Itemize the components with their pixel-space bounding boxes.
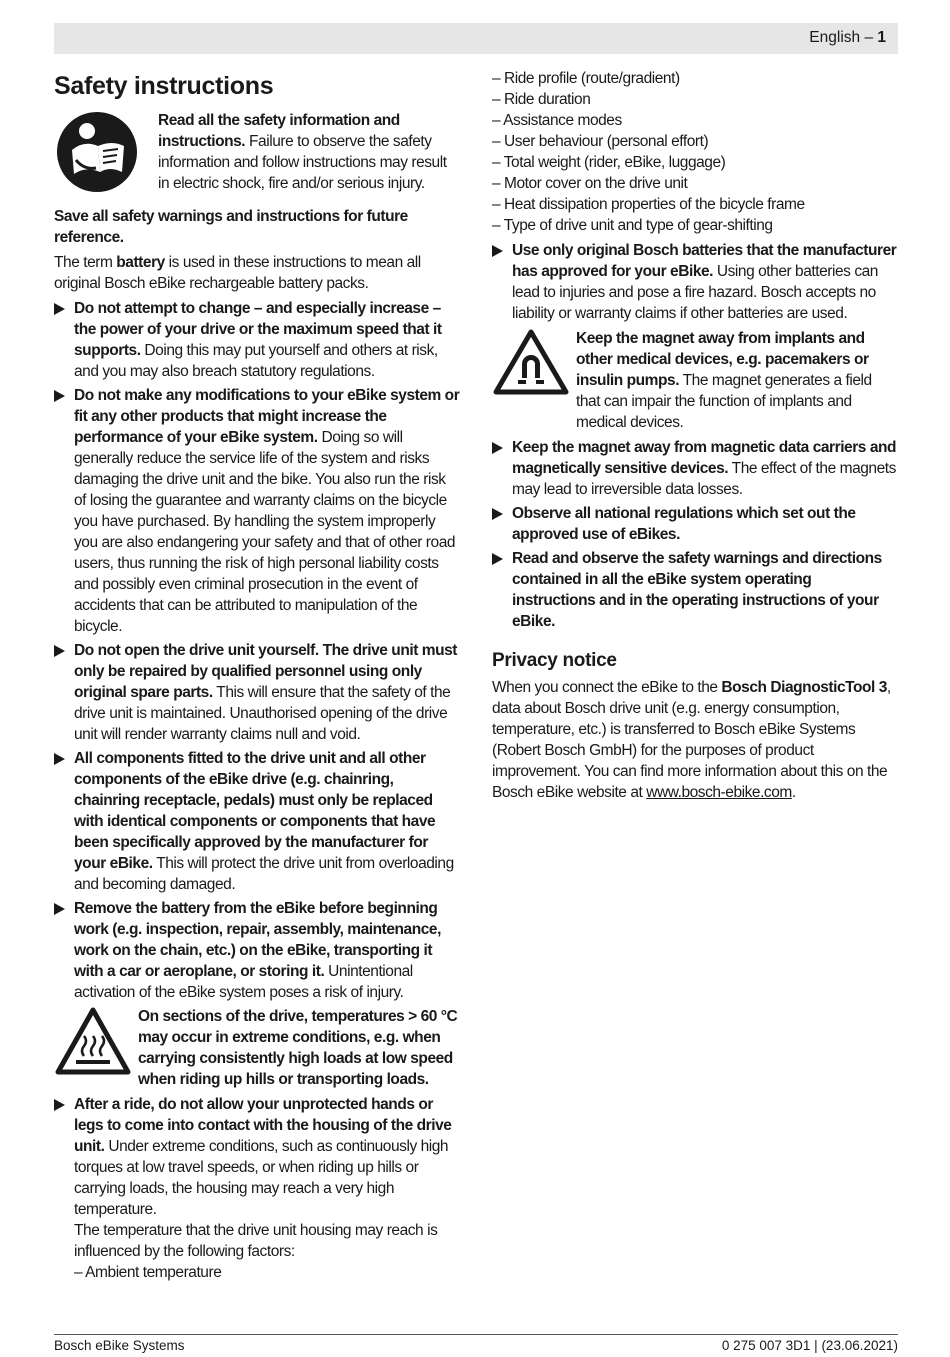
header-bar bbox=[54, 23, 898, 54]
bullet-text: The effect of the magnets may lead to irreversible data losses. bbox=[512, 460, 896, 498]
hot-surface-text bbox=[138, 1006, 460, 1090]
read-all-bold: Read all the safety information and instructions. bbox=[158, 112, 400, 150]
bullet-bold: Use only original Bosch batteries that the manufacturer has approved for your eBike. bbox=[512, 242, 897, 280]
bullet-bold: Keep the magnet away from magnetic data carriers and magnetically sensitive devices. bbox=[512, 439, 897, 477]
bullet-text: This will protect the drive unit from overloading and becoming damaged. bbox=[74, 855, 454, 893]
bullet-arrow-icon bbox=[54, 645, 65, 657]
magnet-block bbox=[492, 328, 898, 433]
bullet-bold: Observe all national regulations which set out the approved use of eBikes. bbox=[512, 505, 856, 543]
read-all-body: Failure to observe the safety information and follow instructions may result in electric shock, fire and/or serious injury. bbox=[158, 133, 447, 192]
left-column bbox=[54, 70, 460, 1286]
battery-term-post: is used in these instructions to mean all original Bosch eBike rechargeable battery packs. bbox=[54, 254, 421, 292]
bullet-bold: Remove the battery from the eBike before beginning work (e.g. inspection, repair, assembly, maintenance, work on the chain, etc.) on the eBike, transporting it with a car or aeroplane, or storing it. bbox=[74, 900, 441, 980]
page-header bbox=[809, 29, 886, 47]
bullet-arrow-icon bbox=[492, 553, 503, 565]
bosch-ebike-link[interactable]: www.bosch-ebike.com bbox=[646, 784, 792, 801]
bullet-text: Unintentional activation of the eBike system poses a risk of injury. bbox=[74, 963, 413, 1001]
bullet-item bbox=[54, 385, 460, 637]
bullet-item bbox=[54, 640, 460, 745]
bullet-text: This will ensure that the safety of the drive unit is maintained. Unauthorised opening of the drive unit will render warranty claims null and void. bbox=[74, 684, 451, 743]
bullet-arrow-icon bbox=[492, 245, 503, 257]
bullet-item bbox=[492, 240, 898, 324]
privacy-bold: Bosch DiagnosticTool 3 bbox=[721, 679, 887, 696]
bullet-arrow-icon bbox=[54, 390, 65, 402]
battery-term-bold: battery bbox=[116, 254, 165, 271]
read-instructions-block bbox=[54, 110, 460, 202]
battery-term-paragraph bbox=[54, 252, 460, 294]
magnet-text bbox=[576, 328, 898, 433]
magnet-warning-icon bbox=[492, 328, 570, 433]
bullet-bold: After a ride, do not allow your unprotected hands or legs to come into contact with the housing of the drive unit. bbox=[74, 1096, 452, 1155]
magnet-body: The magnet generates a field that can impair the function of implants and medical devices. bbox=[576, 372, 872, 431]
privacy-mid: , data about Bosch drive unit (e.g. energy consumption, temperature, etc.) is transferred to Bosch eBike Systems (Robert Bosch GmbH) for the purposes of product improvement. You can find more information about this on the Bosch eBike website at bbox=[492, 679, 891, 801]
privacy-title: Privacy notice bbox=[492, 650, 617, 671]
factor-item: – Motor cover on the drive unit bbox=[492, 175, 688, 192]
bullet-text: Using other batteries can lead to injuries and pose a fire hazard. Bosch accepts no liability or warranty claims if other batteries are used. bbox=[512, 263, 878, 322]
factors-list bbox=[492, 68, 898, 236]
save-all-warning bbox=[54, 206, 460, 248]
bullet-arrow-icon bbox=[492, 508, 503, 520]
privacy-paragraph bbox=[492, 677, 898, 803]
bullet-item bbox=[492, 548, 898, 632]
bullet-item bbox=[492, 503, 898, 545]
battery-term-pre: The term bbox=[54, 254, 117, 271]
factor-item: – Heat dissipation properties of the bicycle frame bbox=[492, 196, 805, 213]
hot-surface-bold: On sections of the drive, temperatures > 60 °C may occur in extreme conditions, e.g. when carrying consistently high loads at low speed when riding up hills or transporting loads. bbox=[138, 1008, 458, 1088]
bullet-item bbox=[492, 437, 898, 500]
bullet-bold: Do not attempt to change – and especially increase – the power of your drive or the maximum speed that it supports. bbox=[74, 300, 442, 359]
read-manual-icon bbox=[54, 110, 152, 202]
bullet-item bbox=[54, 298, 460, 382]
page-title: Safety instructions bbox=[54, 72, 274, 100]
factor-item: – Ambient temperature bbox=[74, 1264, 222, 1281]
privacy-pre: When you connect the eBike to the bbox=[492, 679, 722, 696]
footer-company: Bosch eBike Systems bbox=[54, 1338, 185, 1353]
bullet-text: Under extreme conditions, such as continuously high torques at low travel speeds, or when riding up hills or carrying loads, the housing may reach a very high temperature. bbox=[74, 1138, 449, 1218]
save-all-bold: Save all safety warnings and instructions for future reference. bbox=[54, 208, 408, 246]
bullet-arrow-icon bbox=[54, 303, 65, 315]
factor-item: – Assistance modes bbox=[492, 112, 622, 129]
factor-item: – Ride duration bbox=[492, 91, 591, 108]
bullet-arrow-icon bbox=[54, 1099, 65, 1111]
bullet-bold: Read and observe the safety warnings and directions contained in all the eBike system operating instructions and in the operating instructions of your eBike. bbox=[512, 550, 882, 630]
privacy-post: . bbox=[791, 784, 796, 801]
factor-item: – Total weight (rider, eBike, luggage) bbox=[492, 154, 726, 171]
bullet-arrow-icon bbox=[492, 442, 503, 454]
bullet-text: Doing this may put yourself and others at risk, and you may also breach statutory regulations. bbox=[74, 342, 438, 380]
footer-divider bbox=[54, 1334, 898, 1335]
bullet-text: Doing so will generally reduce the service life of the system and risks damaging the drive unit and the bike. You also run the risk of losing the guarantee and warranty claims on the bicycle you have purchased. By handling the system improperly you are also endangering your safety and that of other road users, thus running the risk of high personal liability costs and possibly even criminal prosecution in the event of accidents that can be attributed to manipulation of the bicycle. bbox=[74, 429, 456, 635]
factor-item: – Type of drive unit and type of gear-shifting bbox=[492, 217, 773, 234]
hot-surface-block bbox=[54, 1006, 460, 1090]
factor-item: – User behaviour (personal effort) bbox=[492, 133, 709, 150]
bullet-bold: Do not open the drive unit yourself. The drive unit must only be repaired by qualified personnel using only original spare parts. bbox=[74, 642, 457, 701]
magnet-bold: Keep the magnet away from implants and other medical devices, e.g. pacemakers or insulin pumps. bbox=[576, 330, 869, 389]
bullet-item bbox=[54, 1094, 460, 1283]
factors-intro: The temperature that the drive unit housing may reach is influenced by the following factors: bbox=[74, 1222, 438, 1260]
bullet-bold: Do not make any modifications to your eBike system or fit any other products that might increase the performance of your eBike system. bbox=[74, 387, 460, 446]
header-language: English – bbox=[809, 29, 874, 46]
page-number: 1 bbox=[877, 29, 886, 46]
bullet-arrow-icon bbox=[54, 903, 65, 915]
hot-surface-warning-icon bbox=[54, 1006, 132, 1090]
read-all-text bbox=[158, 110, 460, 202]
bullet-arrow-icon bbox=[54, 753, 65, 765]
footer-doc-number: 0 275 007 3D1 | (23.06.2021) bbox=[721, 1338, 898, 1353]
factor-item: – Ride profile (route/gradient) bbox=[492, 70, 680, 87]
right-column bbox=[492, 68, 898, 807]
bullet-item bbox=[54, 898, 460, 1003]
bullet-bold: All components fitted to the drive unit and all other components of the eBike drive (e.g. chainring, chainring receptacle, pedals) must only be replaced with identical components or components that have been specifically approved by the manufacturer for your eBike. bbox=[74, 750, 436, 872]
bullet-item bbox=[54, 748, 460, 895]
